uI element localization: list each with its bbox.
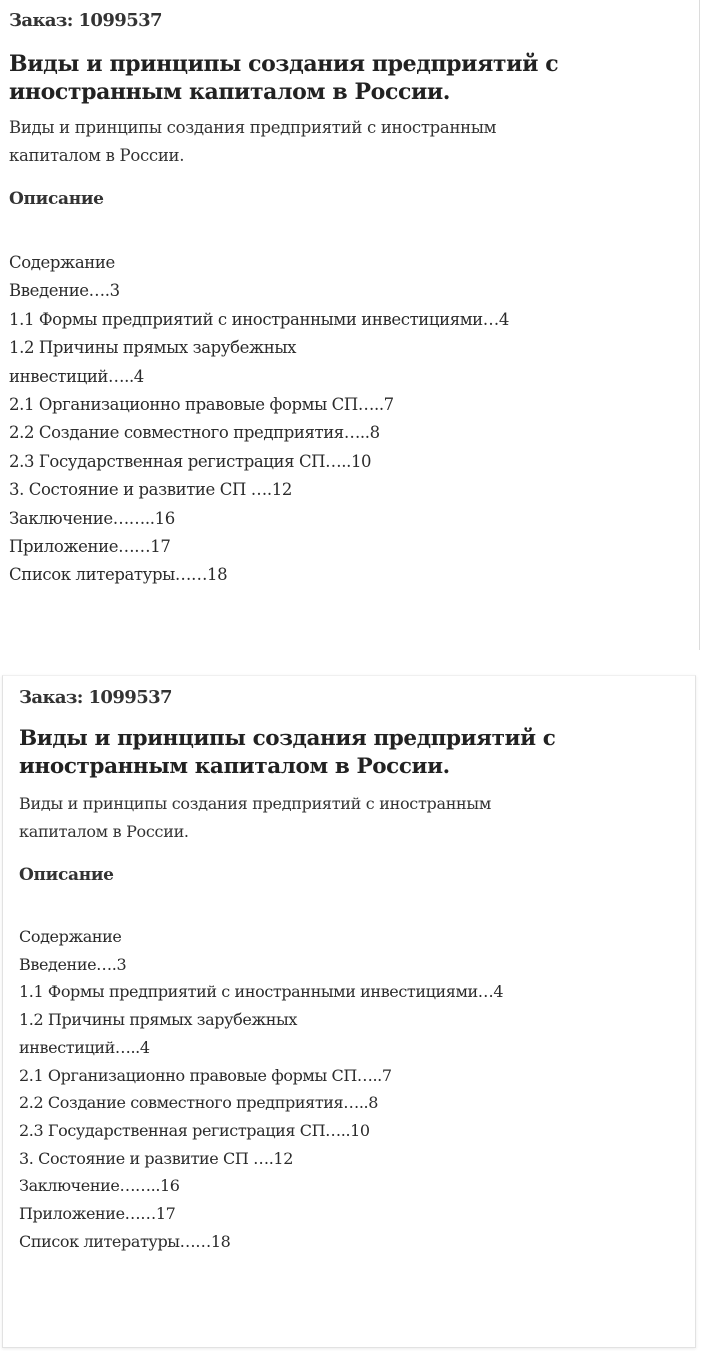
table-of-contents — [19, 923, 695, 1255]
toc-item: инвестиций…..4 — [19, 1037, 150, 1057]
toc-item: 1.2 Причины прямых зарубежных — [9, 338, 297, 358]
toc-item: 2.3 Государственная регистрация СП…..10 — [19, 1120, 370, 1140]
toc-item: 2.2 Создание совместного предприятия…..8 — [19, 1093, 378, 1113]
product-title — [19, 725, 695, 781]
toc-item: Список литературы……18 — [19, 1231, 231, 1251]
product-title-line1: Виды и принципы создания предприятий с — [19, 726, 556, 751]
toc-item: 1.2 Причины прямых зарубежных — [19, 1010, 297, 1030]
order-card-top — [0, 0, 700, 650]
product-title — [9, 50, 699, 106]
product-subtitle — [19, 790, 695, 846]
description-heading: Описание — [19, 865, 114, 885]
product-subtitle-line1: Виды и принципы создания предприятий с иностранным — [9, 118, 497, 137]
toc-item: 2.2 Создание совместного предприятия…..8 — [9, 423, 380, 443]
product-title-line1: Виды и принципы создания предприятий с — [9, 51, 559, 77]
table-of-contents — [9, 249, 699, 590]
product-subtitle-line2: капиталом в России. — [19, 822, 189, 841]
toc-item: 2.3 Государственная регистрация СП…..10 — [9, 451, 372, 471]
toc-item: Введение….3 — [9, 281, 120, 301]
description-heading: Описание — [9, 189, 104, 209]
toc-item: 1.1 Формы предприятий с иностранными инвестициями…4 — [19, 982, 504, 1002]
order-number: Заказ: 1099537 — [19, 687, 172, 708]
toc-item: 3. Состояние и развитие СП ….12 — [19, 1148, 293, 1168]
product-subtitle-line2: капиталом в России. — [9, 146, 185, 165]
toc-item: 2.1 Организационно правовые формы СП…..7 — [19, 1065, 392, 1085]
toc-item: Заключение……..16 — [9, 508, 175, 528]
product-title-line2: иностранным капиталом в России. — [19, 754, 450, 779]
product-title-line2: иностранным капиталом в России. — [9, 79, 451, 105]
toc-item: Содержание — [9, 253, 115, 272]
toc-item: Заключение……..16 — [19, 1176, 180, 1196]
toc-item: Содержание — [19, 927, 122, 946]
toc-item: 1.1 Формы предприятий с иностранными инвестициями…4 — [9, 309, 509, 329]
toc-item: 2.1 Организационно правовые формы СП…..7 — [9, 395, 394, 415]
product-subtitle-line1: Виды и принципы создания предприятий с иностранным — [19, 794, 492, 813]
toc-item: Приложение……17 — [19, 1204, 176, 1224]
toc-item: 3. Состояние и развитие СП ….12 — [9, 480, 292, 500]
toc-item: инвестиций…..4 — [9, 366, 144, 386]
toc-item: Приложение……17 — [9, 537, 171, 557]
product-subtitle — [9, 114, 699, 170]
order-number: Заказ: 1099537 — [9, 10, 162, 31]
toc-item: Список литературы……18 — [9, 565, 228, 585]
order-card-bottom — [2, 675, 696, 1348]
toc-item: Введение….3 — [19, 954, 127, 974]
